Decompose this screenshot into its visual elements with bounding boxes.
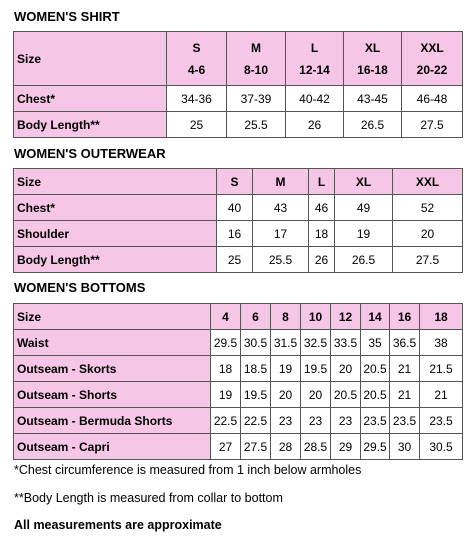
table-cell: 40: [217, 195, 253, 221]
row-label: Outseam - Bermuda Shorts: [14, 408, 211, 434]
table-cell: 25.5: [227, 112, 286, 138]
table-cell: 21: [390, 356, 420, 382]
table-cell: 46-48: [402, 86, 463, 112]
table-cell: 43-45: [344, 86, 402, 112]
chest-footnote: *Chest circumference is measured from 1 inch below armholes: [14, 463, 362, 477]
table-cell: 19.5: [301, 356, 331, 382]
table-cell: 16: [217, 221, 253, 247]
size-column-header: 6: [241, 304, 271, 330]
size-column-header: 14: [361, 304, 390, 330]
table-cell: 23: [331, 408, 361, 434]
row-label: Outseam - Capri: [14, 434, 211, 460]
size-number: 12-14: [299, 62, 330, 77]
table-cell: 23: [271, 408, 301, 434]
size-column-header: [167, 32, 227, 86]
table-cell: 20.5: [331, 382, 361, 408]
table-cell: 19: [335, 221, 393, 247]
table-cell: 46: [309, 195, 335, 221]
table-cell: 20.5: [361, 382, 390, 408]
size-column-header: 4: [211, 304, 241, 330]
table-cell: 22.5: [241, 408, 271, 434]
size-letter: XXL: [420, 40, 444, 55]
size-column-header: 8: [271, 304, 301, 330]
table-cell: 19.5: [241, 382, 271, 408]
table-cell: 23.5: [361, 408, 390, 434]
row-label: Outseam - Shorts: [14, 382, 211, 408]
table-row: [14, 408, 463, 434]
table-cell: 29.5: [361, 434, 390, 460]
table-cell: 23: [301, 408, 331, 434]
table-cell: 27.5: [393, 247, 463, 273]
table-cell: 25.5: [253, 247, 309, 273]
table-cell: 33.5: [331, 330, 361, 356]
size-letter: L: [310, 40, 319, 55]
table-cell: 36.5: [390, 330, 420, 356]
outerwear-section-title: WOMEN'S OUTERWEAR: [14, 146, 166, 161]
row-label: Outseam - Skorts: [14, 356, 211, 382]
table-cell: 43: [253, 195, 309, 221]
table-cell: 35: [361, 330, 390, 356]
table-cell: 18: [211, 356, 241, 382]
size-column-header: M: [253, 169, 309, 195]
table-cell: 27.5: [241, 434, 271, 460]
table-cell: 37-39: [227, 86, 286, 112]
table-row: [14, 247, 463, 273]
size-letter: M: [251, 40, 261, 55]
table-cell: 21.5: [420, 356, 463, 382]
table-cell: 17: [253, 221, 309, 247]
table-cell: 26: [309, 247, 335, 273]
size-number: 4-6: [187, 62, 206, 77]
row-label: Chest*: [14, 195, 217, 221]
size-column-header: XL: [335, 169, 393, 195]
table-cell: 29.5: [211, 330, 241, 356]
table-cell: 27.5: [402, 112, 463, 138]
body-length-footnote: **Body Length is measured from collar to bottom: [14, 491, 283, 505]
shirt-section-title: WOMEN'S SHIRT: [14, 9, 120, 24]
table-cell: 20.5: [361, 356, 390, 382]
size-column-header: [286, 32, 344, 86]
row-label: Chest*: [14, 86, 167, 112]
table-cell: 30: [390, 434, 420, 460]
table-row: [14, 169, 463, 195]
table-cell: 31.5: [271, 330, 301, 356]
table-row: [14, 330, 463, 356]
table-row: [14, 434, 463, 460]
table-cell: 23.5: [390, 408, 420, 434]
row-label: Body Length**: [14, 247, 217, 273]
table-cell: 20: [393, 221, 463, 247]
table-cell: 52: [393, 195, 463, 221]
table-cell: 20: [301, 382, 331, 408]
size-column-header: 16: [390, 304, 420, 330]
shirt-size-table: [13, 31, 463, 138]
approximate-note: All measurements are approximate: [14, 518, 222, 532]
size-number: 20-22: [416, 62, 448, 77]
table-row: [14, 382, 463, 408]
table-cell: 26: [286, 112, 344, 138]
table-cell: 27: [211, 434, 241, 460]
table-row: [14, 195, 463, 221]
size-header: Size: [14, 169, 217, 195]
table-cell: 21: [390, 382, 420, 408]
size-column-header: [402, 32, 463, 86]
table-cell: 38: [420, 330, 463, 356]
table-cell: 26.5: [335, 247, 393, 273]
table-cell: 49: [335, 195, 393, 221]
row-label: Body Length**: [14, 112, 167, 138]
size-number: 16-18: [357, 62, 388, 77]
table-cell: 20: [331, 356, 361, 382]
table-cell: 21: [420, 382, 463, 408]
size-column-header: S: [217, 169, 253, 195]
table-cell: 28: [271, 434, 301, 460]
table-cell: 34-36: [167, 86, 227, 112]
size-column-header: 12: [331, 304, 361, 330]
size-letter: S: [192, 40, 201, 55]
table-cell: 19: [271, 356, 301, 382]
table-cell: 29: [331, 434, 361, 460]
size-column-header: 10: [301, 304, 331, 330]
row-label: Waist: [14, 330, 211, 356]
bottoms-section-title: WOMEN'S BOTTOMS: [14, 280, 146, 295]
table-row: [14, 304, 463, 330]
table-cell: 30.5: [420, 434, 463, 460]
outerwear-size-table: [13, 168, 463, 273]
table-row: [14, 86, 463, 112]
table-cell: 19: [211, 382, 241, 408]
table-cell: 30.5: [241, 330, 271, 356]
table-cell: 20: [271, 382, 301, 408]
table-cell: 25: [217, 247, 253, 273]
table-cell: 25: [167, 112, 227, 138]
bottoms-size-table: [13, 303, 463, 460]
table-cell: 18.5: [241, 356, 271, 382]
table-cell: 28.5: [301, 434, 331, 460]
size-letter: XL: [364, 40, 381, 55]
table-row: [14, 356, 463, 382]
table-row: [14, 221, 463, 247]
size-column-header: [227, 32, 286, 86]
table-cell: 32.5: [301, 330, 331, 356]
table-row: [14, 112, 463, 138]
row-label: Shoulder: [14, 221, 217, 247]
table-cell: 40-42: [286, 86, 344, 112]
table-cell: 18: [309, 221, 335, 247]
size-column-header: [344, 32, 402, 86]
size-column-header: L: [309, 169, 335, 195]
table-cell: 22.5: [211, 408, 241, 434]
size-column-header: 18: [420, 304, 463, 330]
size-number: 8-10: [243, 62, 269, 77]
size-header: Size: [14, 304, 211, 330]
size-header: Size: [14, 32, 167, 86]
table-cell: 26.5: [344, 112, 402, 138]
table-cell: 23.5: [420, 408, 463, 434]
table-row: [14, 32, 463, 86]
size-column-header: XXL: [393, 169, 463, 195]
